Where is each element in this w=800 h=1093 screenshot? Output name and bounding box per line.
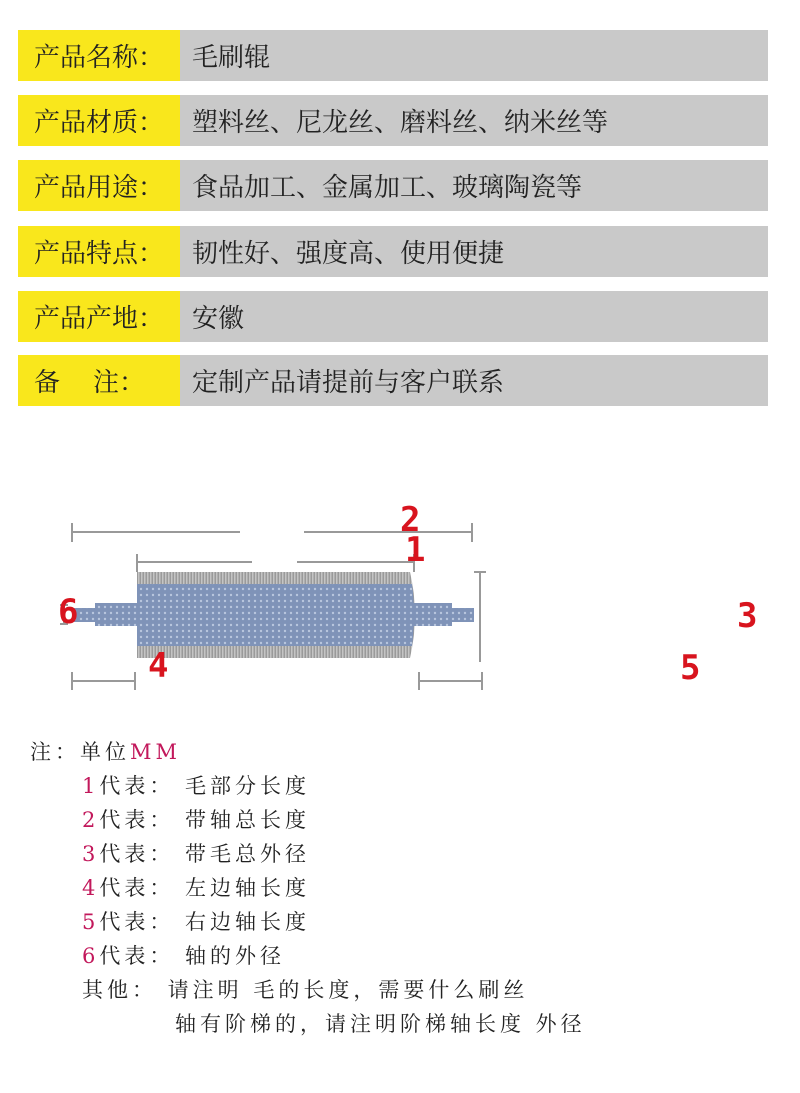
other-note-1: 其他： 请注明 毛的长度，需要什么刷丝 [82, 978, 529, 1002]
spec-row [18, 95, 768, 146]
spec-value: 毛刷辊 [180, 30, 768, 81]
spec-label: 产品用途： [18, 160, 180, 211]
item-number: 6 [82, 944, 100, 968]
notes [30, 735, 586, 1041]
item-text: 代表： 带轴总长度 [99, 808, 311, 832]
dimension-label-1: 1 [405, 530, 426, 570]
spec-value: 食品加工、金属加工、玻璃陶瓷等 [180, 160, 768, 211]
dimension-label-6: 6 [58, 592, 79, 632]
item-text: 代表： 右边轴长度 [99, 910, 311, 934]
item-number: 4 [82, 876, 100, 900]
spec-row [18, 30, 768, 81]
item-number: 1 [82, 774, 100, 798]
spec-label: 产品产地： [18, 291, 180, 342]
spec-label: 产品材质： [18, 95, 180, 146]
spec-value: 定制产品请提前与客户联系 [180, 355, 768, 406]
spec-label: 产品特点： [18, 226, 180, 277]
item-text: 代表： 带毛总外径 [99, 842, 311, 866]
item-number: 2 [82, 808, 100, 832]
item-text: 代表： 轴的外径 [99, 944, 286, 968]
spec-label: 产品名称： [18, 30, 180, 81]
item-number: 3 [82, 842, 100, 866]
unit: MM [130, 740, 182, 764]
spec-label: 备 注： [18, 355, 180, 406]
dimension-label-4: 4 [148, 646, 169, 686]
other-note-2: 轴有阶梯的，请注明阶梯轴长度 外径 [175, 1012, 586, 1036]
item-text: 代表： 毛部分长度 [99, 774, 311, 798]
spec-value: 安徽 [180, 291, 768, 342]
spec-row [18, 226, 768, 277]
spec-row [18, 291, 768, 342]
dimension-label-5: 5 [680, 648, 701, 688]
spec-value: 韧性好、强度高、使用便捷 [180, 226, 768, 277]
notes-header: 注：单位 [30, 740, 130, 764]
item-text: 代表： 左边轴长度 [99, 876, 311, 900]
spec-row [18, 160, 768, 211]
dimension-label-3: 3 [737, 596, 758, 636]
item-number: 5 [82, 910, 100, 934]
spec-row [18, 355, 768, 406]
spec-value: 塑料丝、尼龙丝、磨料丝、纳米丝等 [180, 95, 768, 146]
dimension-label-2: 2 [400, 500, 421, 540]
